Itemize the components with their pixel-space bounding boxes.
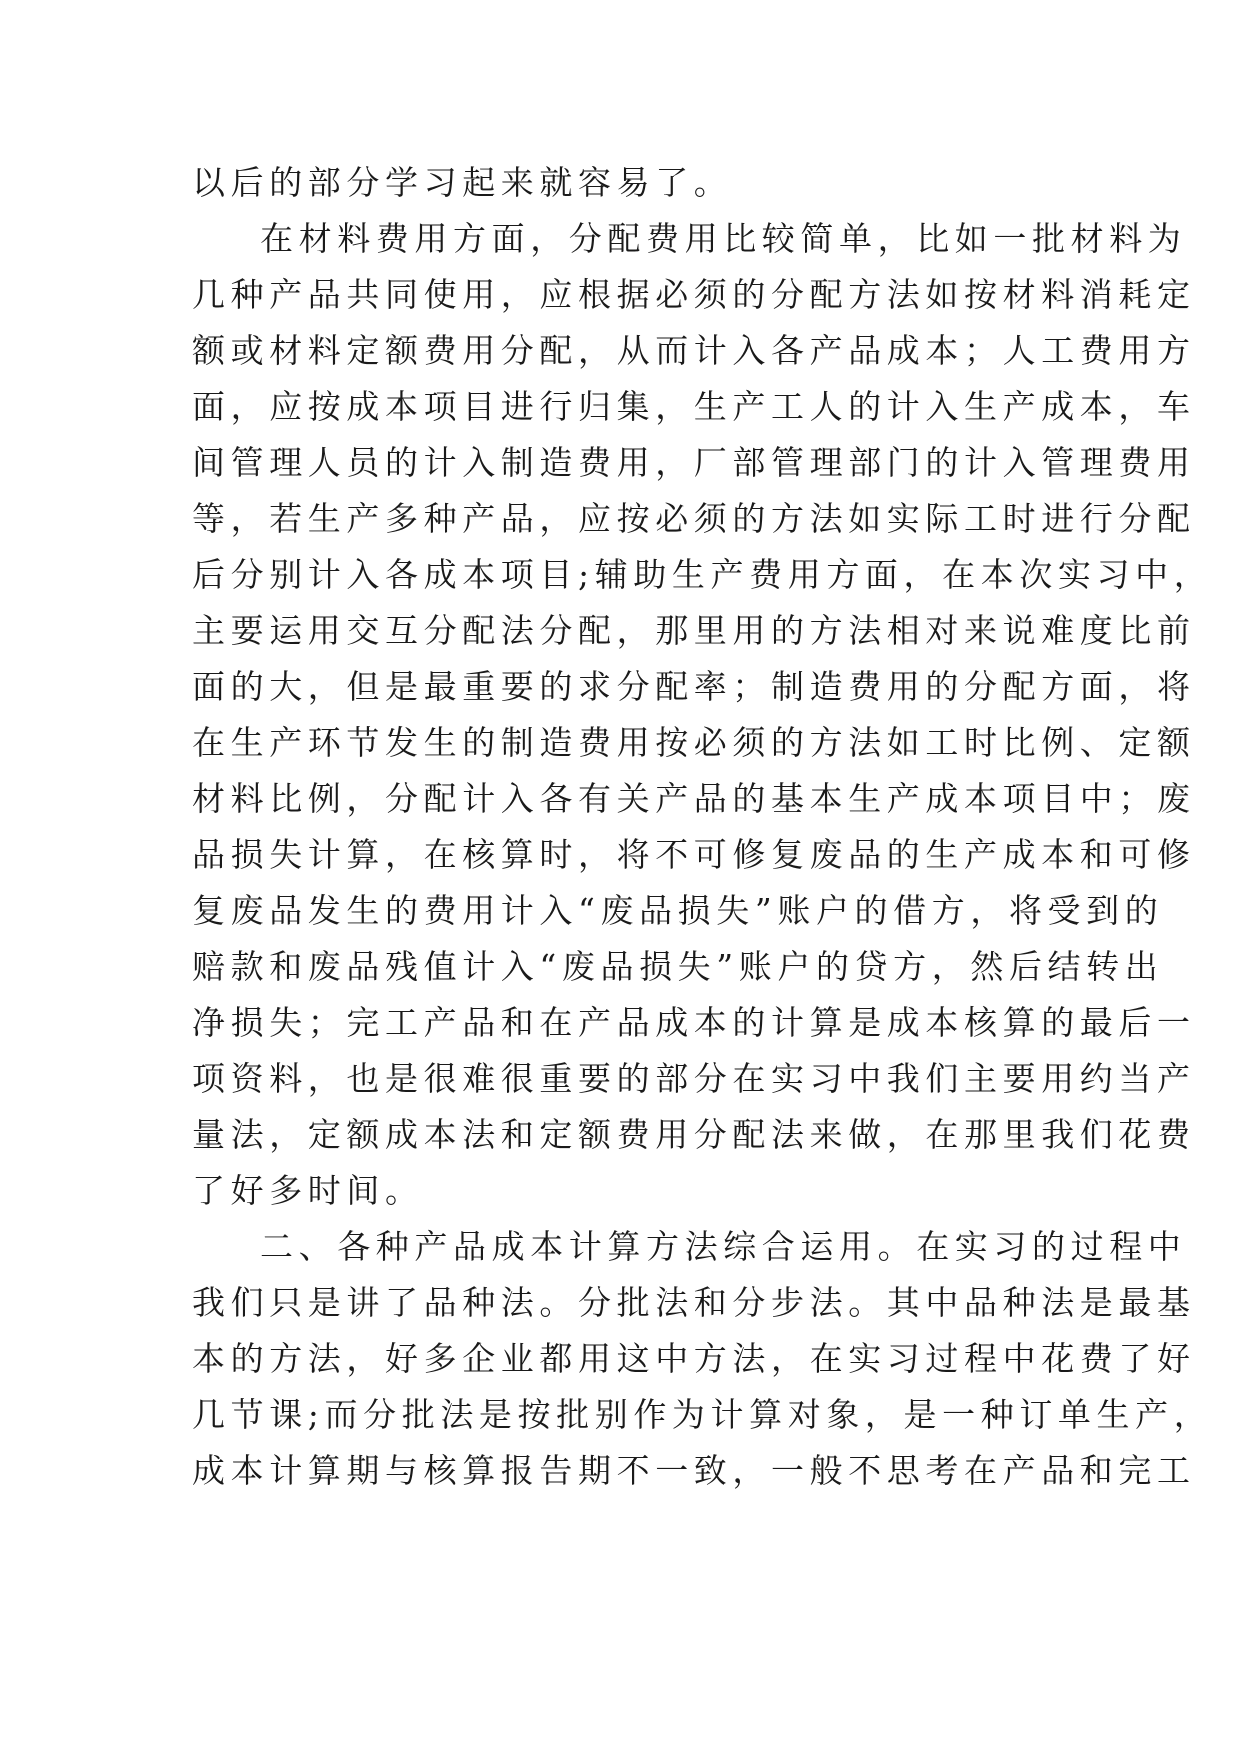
text-line: 面，应按成本项目进行归集，生产工人的计入生产成本，车 <box>192 387 1196 426</box>
text-line: 主要运用交互分配法分配，那里用的方法相对来说难度比前 <box>192 611 1196 650</box>
text-line: 几节课;而分批法是按批别作为计算对象，是一种订单生产， <box>192 1395 1213 1434</box>
text-line: 量法，定额成本法和定额费用分配法来做，在那里我们花费 <box>192 1115 1196 1154</box>
text-line: 后分别计入各成本项目;辅助生产费用方面，在本次实习中， <box>192 555 1213 594</box>
text-line: 等，若生产多种产品，应按必须的方法如实际工时进行分配 <box>192 499 1196 538</box>
text-line: 成本计算期与核算报告期不一致，一般不思考在产品和完工 <box>192 1451 1196 1490</box>
text-line: 以后的部分学习起来就容易了。 <box>192 163 733 202</box>
text-line: 了好多时间。 <box>192 1171 424 1210</box>
text-line: 赔款和废品残值计入“废品损失”账户的贷方，然后结转出 <box>192 947 1164 986</box>
text-line: 我们只是讲了品种法。分批法和分步法。其中品种法是最基 <box>192 1283 1196 1322</box>
text-line: 在生产环节发生的制造费用按必须的方法如工时比例、定额 <box>192 723 1196 762</box>
text-line: 几种产品共同使用，应根据必须的分配方法如按材料消耗定 <box>192 275 1196 314</box>
text-line: 额或材料定额费用分配，从而计入各产品成本；人工费用方 <box>192 331 1196 370</box>
text-line: 品损失计算，在核算时，将不可修复废品的生产成本和可修 <box>192 835 1196 874</box>
paragraph-start-line: 二、各种产品成本计算方法综合运用。在实习的过程中 <box>260 1227 1187 1266</box>
text-line: 净损失；完工产品和在产品成本的计算是成本核算的最后一 <box>192 1003 1196 1042</box>
text-line: 项资料，也是很难很重要的部分在实习中我们主要用约当产 <box>192 1059 1196 1098</box>
text-line: 本的方法，好多企业都用这中方法，在实习过程中花费了好 <box>192 1339 1196 1378</box>
text-line: 材料比例，分配计入各有关产品的基本生产成本项目中；废 <box>192 779 1196 818</box>
text-line: 复废品发生的费用计入“废品损失”账户的借方，将受到的 <box>192 891 1164 930</box>
text-line: 面的大，但是最重要的求分配率；制造费用的分配方面，将 <box>192 667 1196 706</box>
paragraph-start-line: 在材料费用方面，分配费用比较简单，比如一批材料为 <box>260 219 1187 258</box>
text-line: 间管理人员的计入制造费用，厂部管理部门的计入管理费用 <box>192 443 1196 482</box>
body-text <box>192 155 1213 1499</box>
